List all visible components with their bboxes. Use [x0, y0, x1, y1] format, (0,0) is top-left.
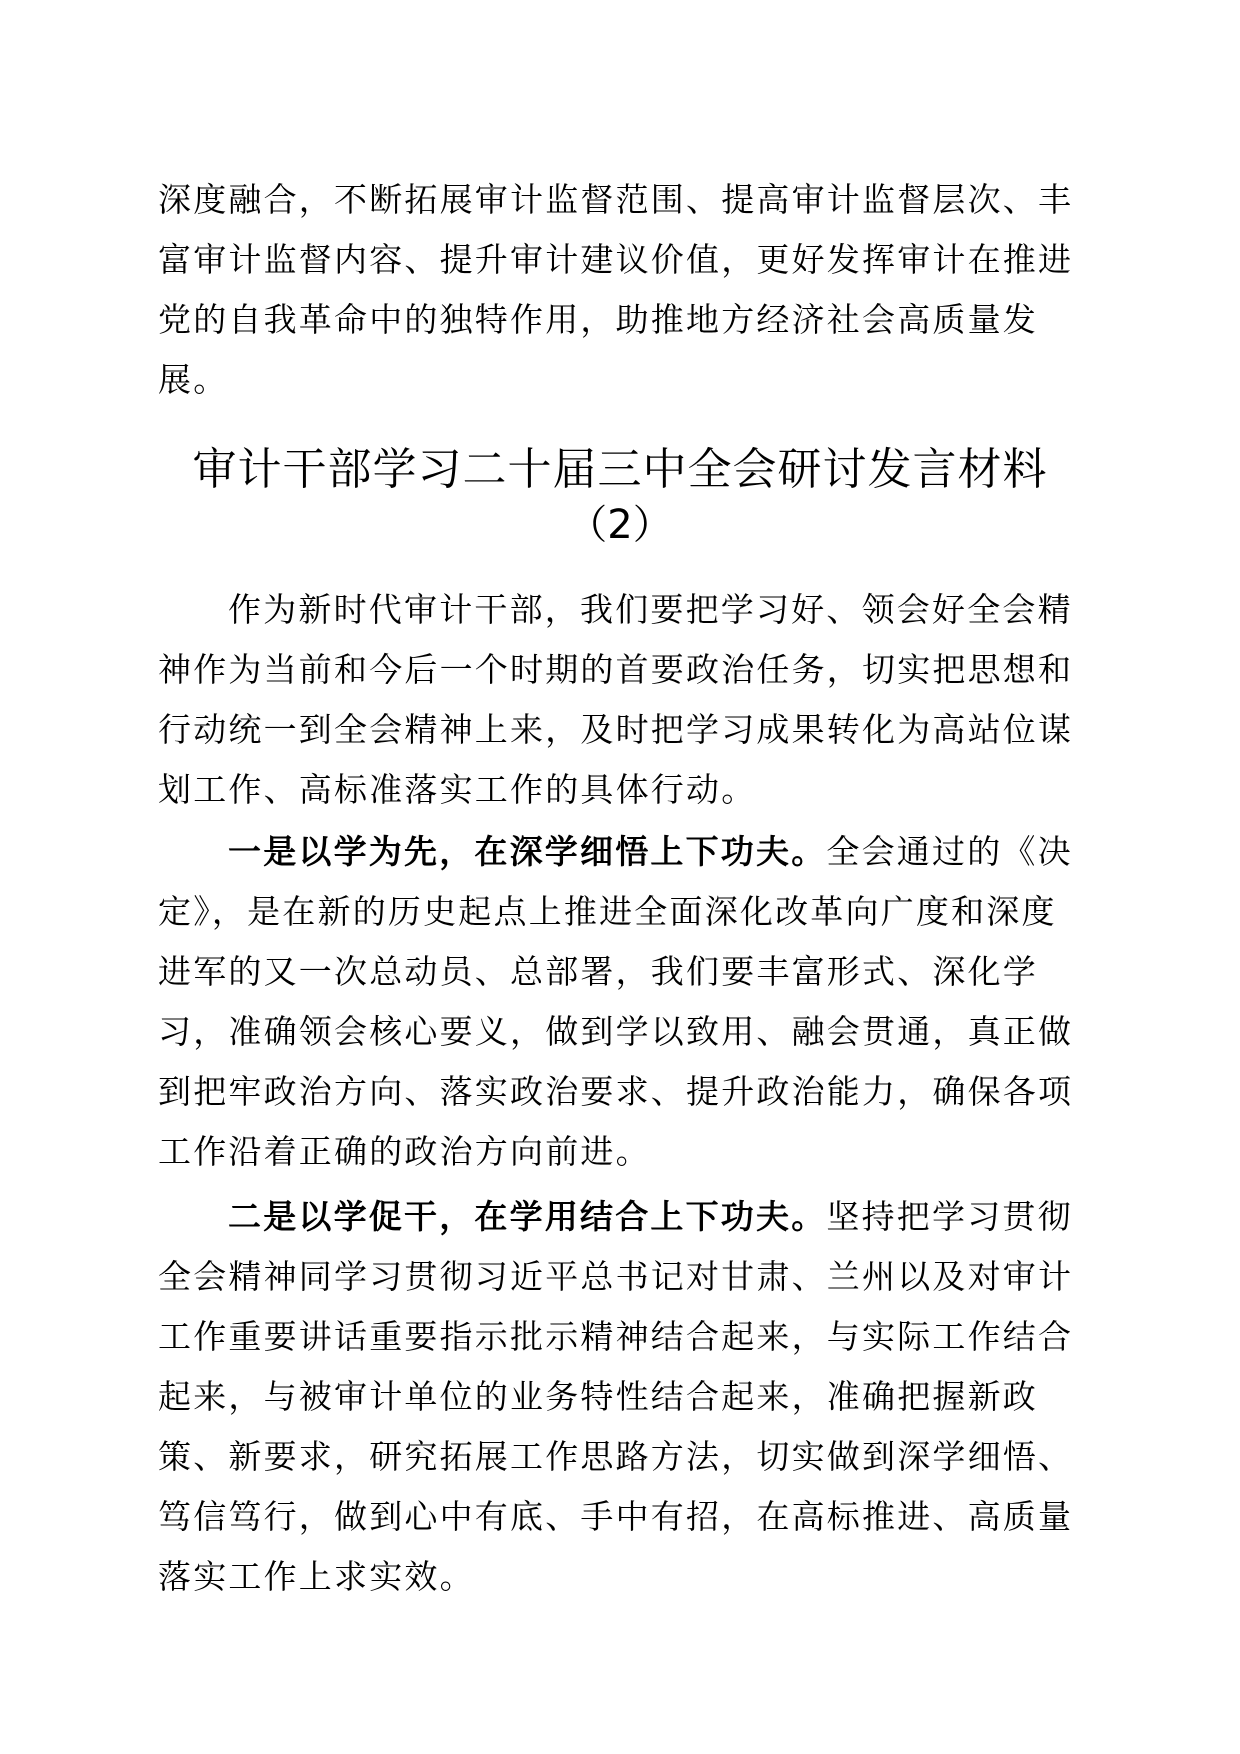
article-number: （2）	[567, 502, 673, 548]
point-text-1: 全会通过的《决定》，是在新的历史起点上推进全面深化改革向广度和深度进军的又一次总动员、总部署，我们要丰富形式、深化学习，准确领会核心要义，做到学以致用、融会贯通，真正做到把牢政治方向、落实政治要求、提升政治能力，确保各项工作沿着正确的政治方向前进。	[158, 832, 1074, 1171]
point-lead-1: 一是以学为先，在深学细悟上下功夫。	[228, 832, 827, 871]
article-title: 审计干部学习二十届三中全会研讨发言材料	[192, 444, 1048, 495]
intro-paragraph: 作为新时代审计干部，我们要把学习好、领会好全会精神作为当前和今后一个时期的首要政治任务，切实把思想和行动统一到全会精神上来，及时把学习成果转化为高站位谋划工作、高标准落实工作的具体行动。	[158, 590, 1074, 809]
point-lead-2: 二是以学促干，在学用结合上下功夫。	[228, 1197, 827, 1236]
point-paragraph-1	[158, 822, 1078, 1182]
continuation-paragraph: 深度融合，不断拓展审计监督范围、提高审计监督层次、丰富审计监督内容、提升审计建议价值，更好发挥审计在推进党的自我革命中的独特作用，助推地方经济社会高质量发展。	[158, 180, 1074, 399]
point-paragraph-2	[158, 1187, 1078, 1607]
point-text-2: 坚持把学习贯彻全会精神同学习贯彻习近平总书记对甘肃、兰州以及对审计工作重要讲话重要指示批示精神结合起来，与实际工作结合起来，与被审计单位的业务特性结合起来，准确把握新政策、新要求，研究拓展工作思路方法，切实做到深学细悟、笃信笃行，做到心中有底、手中有招，在高标推进、高质量落实工作上求实效。	[158, 1197, 1074, 1596]
